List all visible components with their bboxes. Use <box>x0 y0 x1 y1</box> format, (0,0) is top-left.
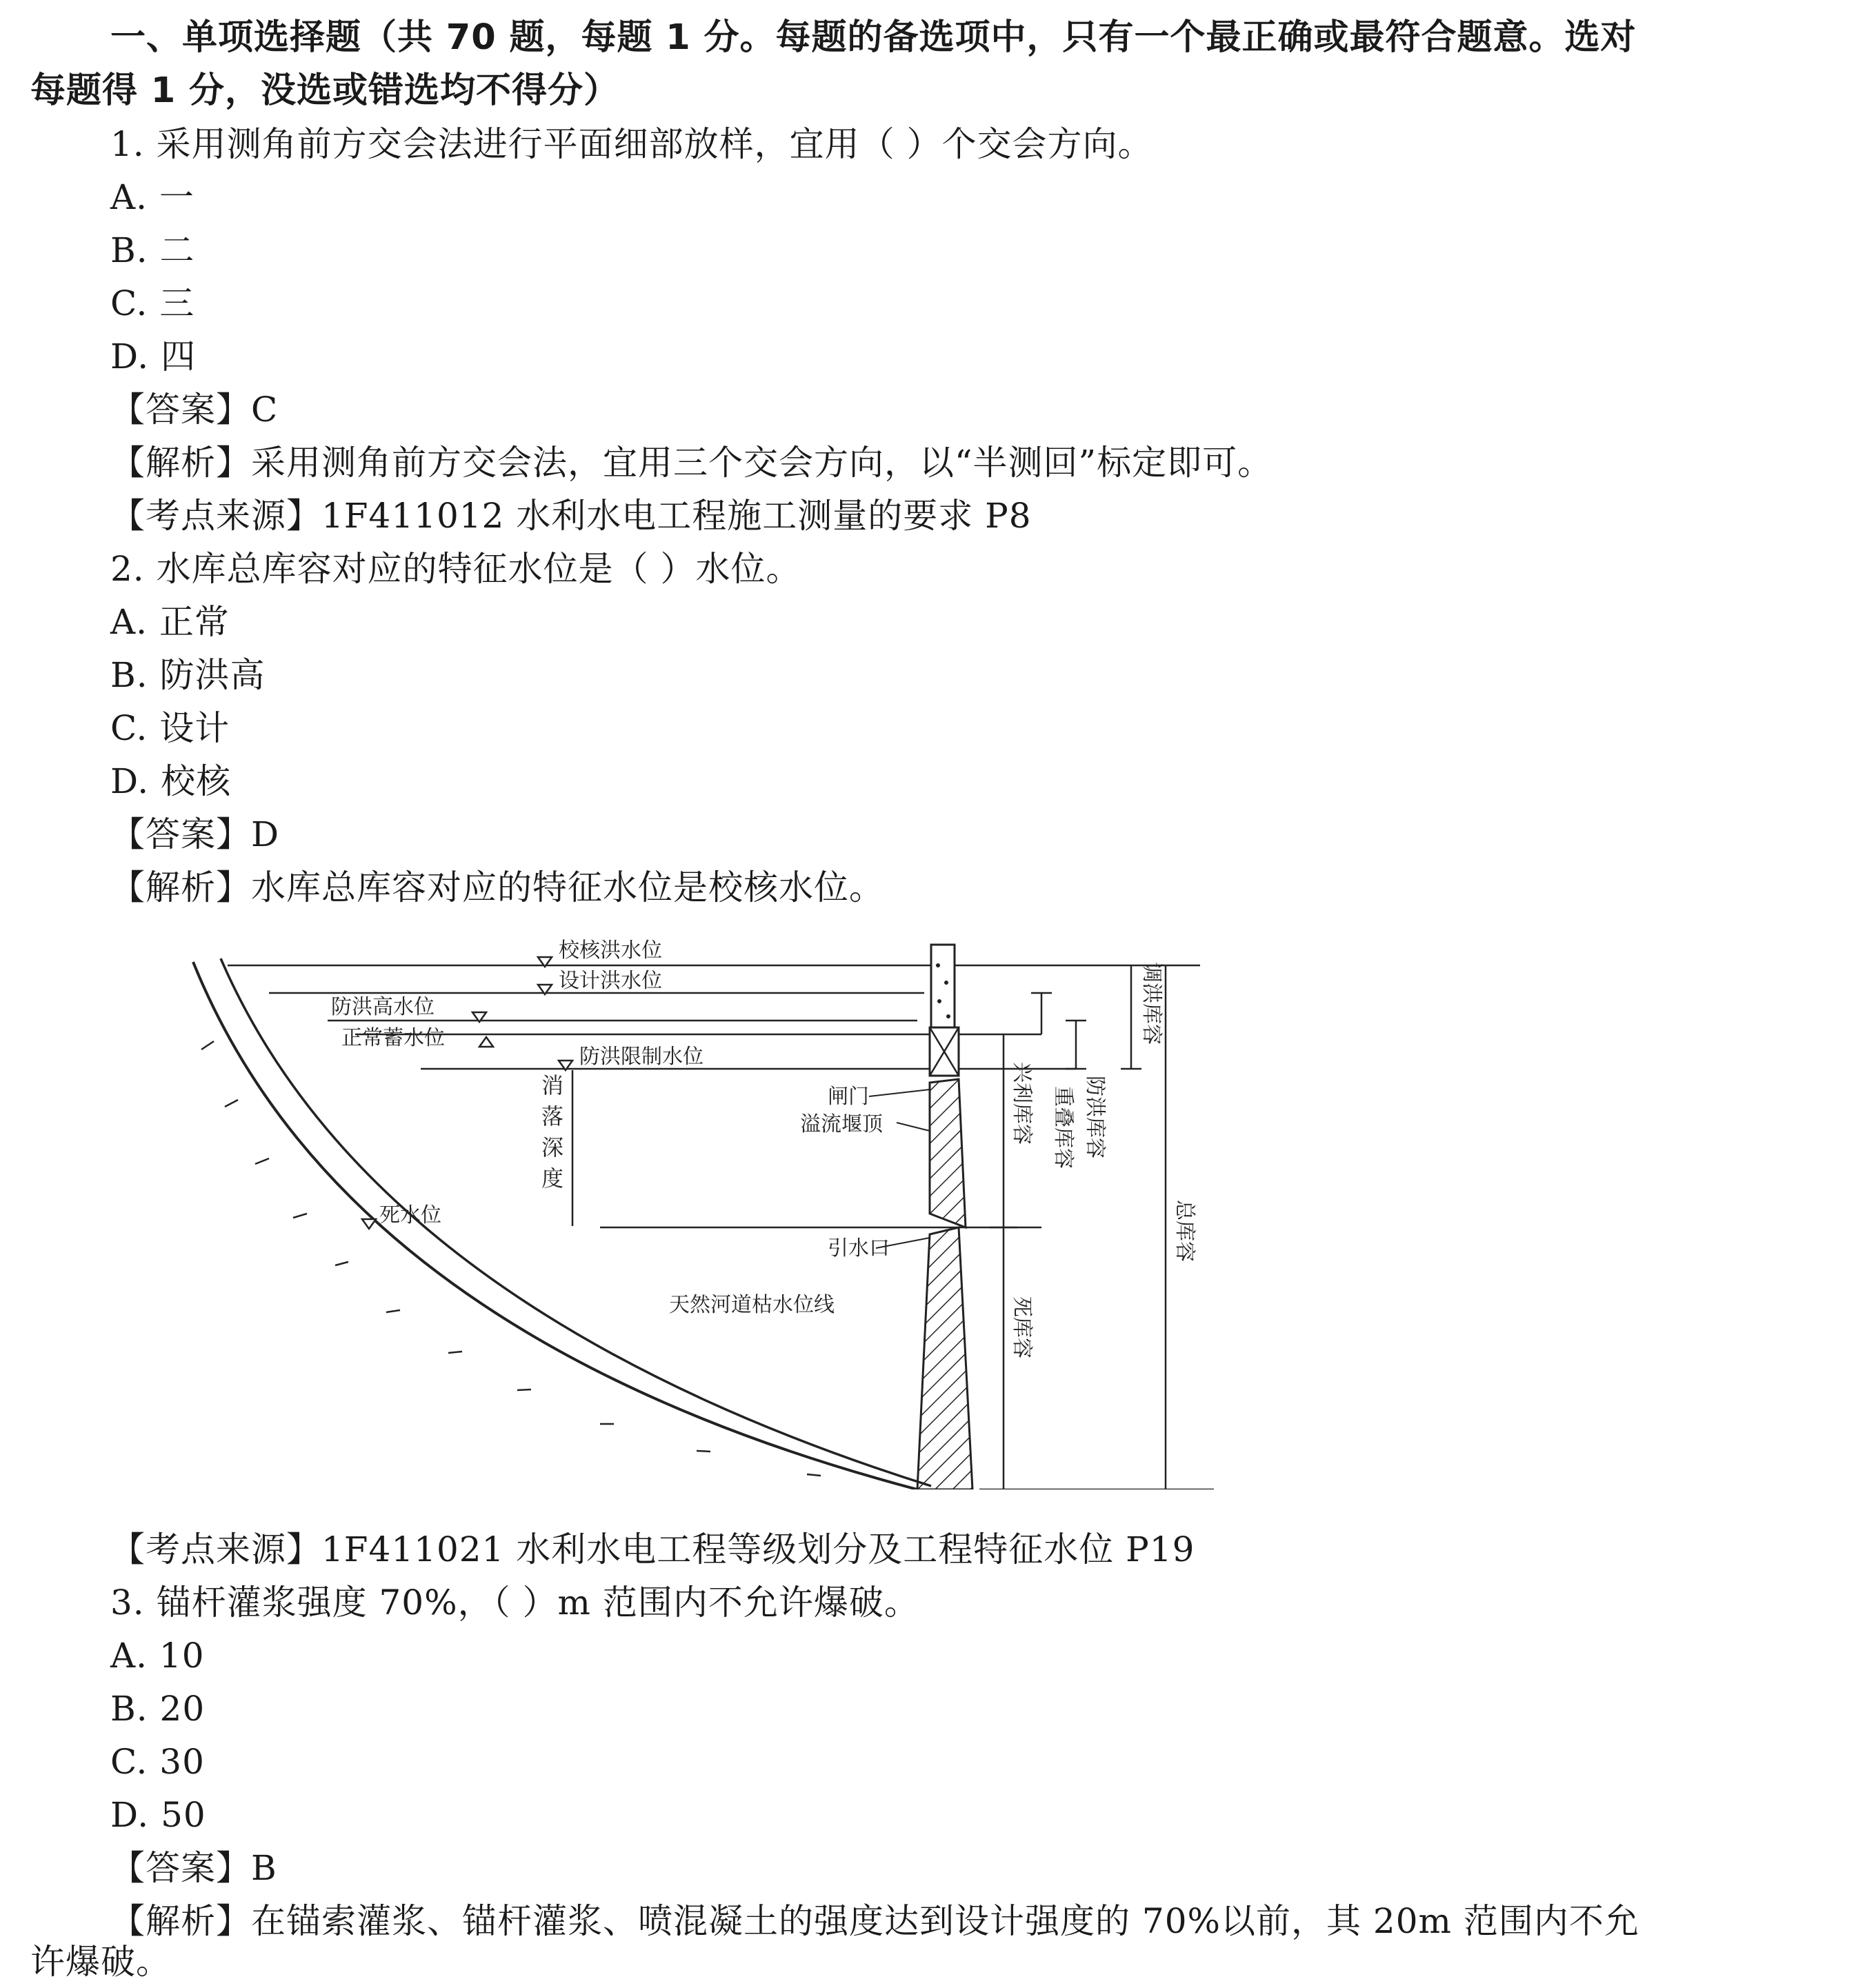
q1-option-d: D. 四 <box>110 337 197 376</box>
river-bank-line <box>193 962 917 1489</box>
reservoir-water-level-diagram <box>166 924 1228 1489</box>
q3-option-d: D. 50 <box>110 1795 206 1835</box>
dam-base-section <box>917 1227 972 1489</box>
dry-season-water-line <box>221 958 931 1486</box>
label-check-flood: 校核洪水位 <box>559 938 662 963</box>
label-drawdown-2: 落 <box>541 1103 564 1129</box>
dimension-lines <box>990 965 1166 1489</box>
spillway-section <box>930 1079 966 1227</box>
label-intake: 引水口 <box>828 1236 890 1261</box>
label-normal-pool: 正常蓄水位 <box>341 1026 445 1050</box>
q2-answer: 【答案】D <box>110 814 280 854</box>
q1-option-c: C. 三 <box>110 283 195 323</box>
label-flood-control: 防洪库容 <box>1083 1076 1107 1158</box>
q1-option-b: B. 二 <box>110 230 195 270</box>
q2-source: 【考点来源】1F411021 水利水电工程等级划分及工程特征水位 P19 <box>110 1529 1195 1569</box>
q3-answer: 【答案】B <box>110 1848 277 1888</box>
q3-option-c: C. 30 <box>110 1742 205 1782</box>
label-flood-regulation: 调洪库容 <box>1139 962 1164 1045</box>
label-dead-level: 死水位 <box>379 1203 441 1227</box>
q1-answer: 【答案】C <box>110 390 279 430</box>
q3-analysis-line2: 许爆破。 <box>30 1942 171 1982</box>
label-drawdown <box>541 1072 563 1192</box>
dam-parapet <box>931 945 955 1027</box>
section-title-line1: 一、单项选择题（共 70 题，每题 1 分。每题的备选项中，只有一个最正确或最符合题意。选对 <box>110 17 1637 58</box>
label-total: 总库容 <box>1172 1200 1197 1262</box>
label-overlap: 重叠库容 <box>1051 1086 1075 1169</box>
q3-stem: 3. 锚杆灌浆强度 70%，（ ）m 范围内不允许爆破。 <box>110 1583 919 1623</box>
label-dry-line: 天然河道枯水位线 <box>669 1293 835 1317</box>
q2-option-d: D. 校核 <box>110 761 232 801</box>
q1-option-a: A. 一 <box>110 177 194 217</box>
section-title-line2: 每题得 1 分，没选或错选均不得分） <box>30 70 619 111</box>
label-gate: 闸门 <box>828 1085 869 1109</box>
q2-option-b: B. 防洪高 <box>110 655 266 695</box>
label-flood-limit: 防洪限制水位 <box>579 1045 704 1069</box>
label-drawdown-3: 深 <box>541 1134 564 1161</box>
q2-option-c: C. 设计 <box>110 708 230 748</box>
q2-option-a: A. 正常 <box>110 602 230 642</box>
label-spillway-crest: 溢流堰顶 <box>800 1112 883 1136</box>
q3-option-a: A. 10 <box>110 1636 205 1676</box>
label-dead-storage: 死库容 <box>1010 1296 1034 1358</box>
q1-stem: 1. 采用测角前方交会法进行平面细部放样，宜用（ ）个交会方向。 <box>110 124 1153 164</box>
q3-option-b: B. 20 <box>110 1689 206 1729</box>
q3-analysis-line1: 【解析】在锚索灌浆、锚杆灌浆、喷混凝土的强度达到设计强度的 70%以前，其 20m 范围内不允 <box>110 1901 1639 1941</box>
q2-analysis: 【解析】水库总库容对应的特征水位是校核水位。 <box>110 867 884 907</box>
label-design-flood: 设计洪水位 <box>559 969 662 993</box>
label-beneficial: 兴利库容 <box>1010 1062 1034 1145</box>
q2-stem: 2. 水库总库容对应的特征水位是（ ）水位。 <box>110 549 801 589</box>
q1-analysis: 【解析】采用测角前方交会法，宜用三个交会方向，以“半测回”标定即可。 <box>110 443 1273 483</box>
label-flood-high: 防洪高水位 <box>331 995 435 1019</box>
q1-source: 【考点来源】1F411012 水利水电工程施工测量的要求 P8 <box>110 496 1032 536</box>
label-drawdown-4: 度 <box>541 1165 564 1192</box>
label-drawdown-1: 消 <box>541 1072 564 1098</box>
